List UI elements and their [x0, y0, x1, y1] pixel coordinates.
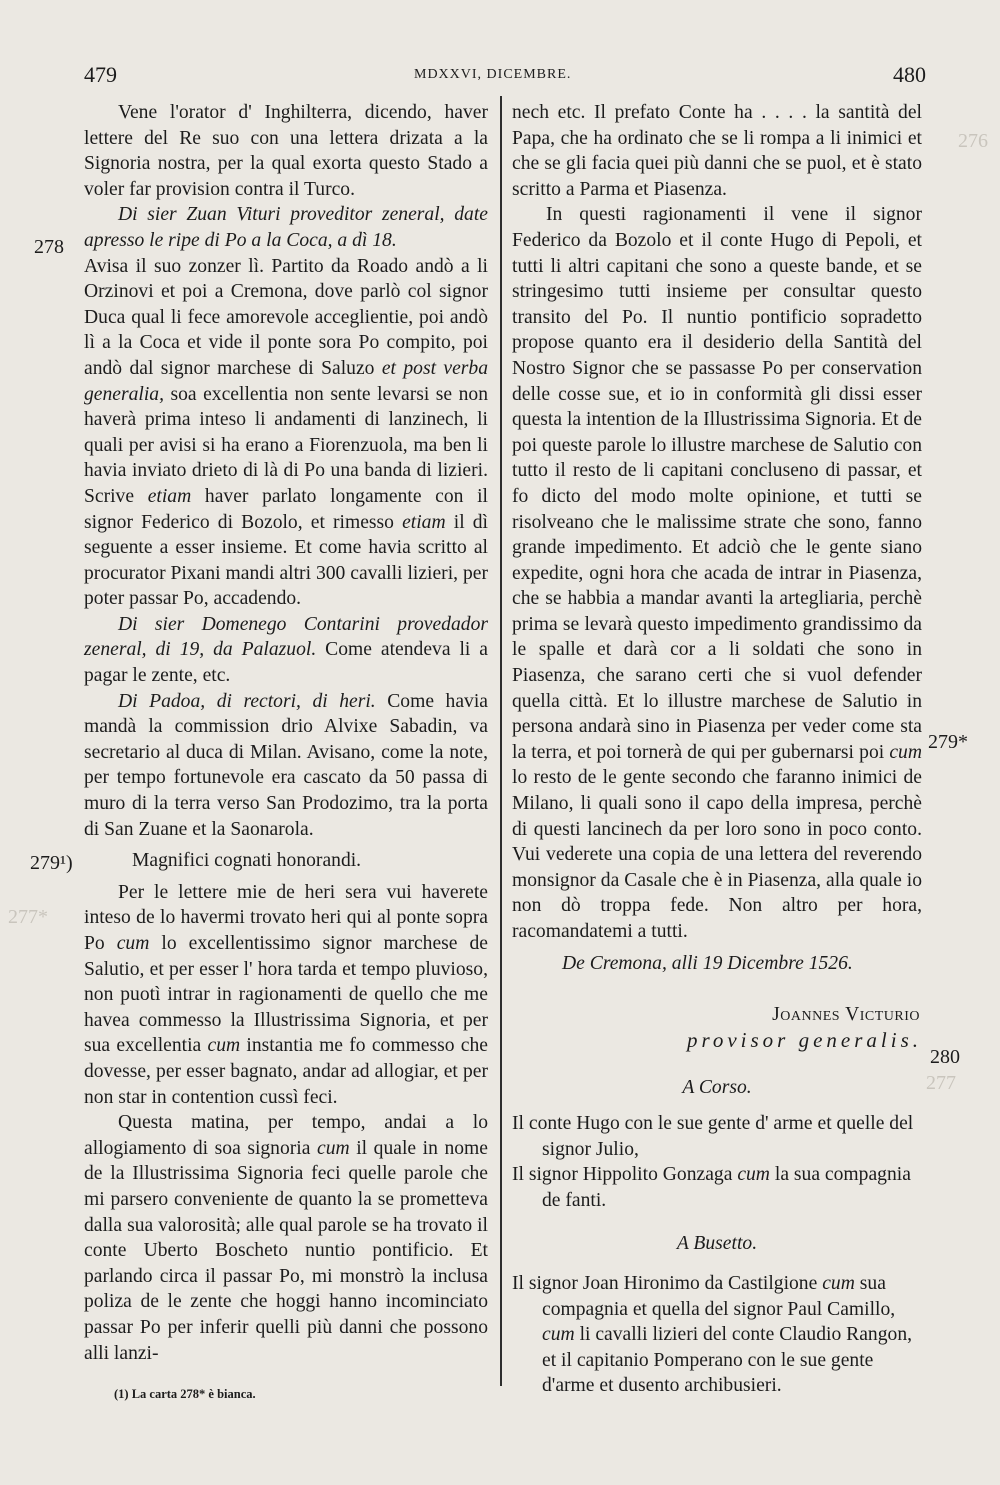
running-title: MDXXVI, DICEMBRE. — [414, 67, 572, 82]
text-run: lo resto de le gente secondo che faranno inimici de Milano, li quali sono il capo della impresa, perchè di questi lancinech da per loro sono in poco conto. Vui vederete una copia de una lettera del reverendo monsignor da Casale che è in Piasenza, alla quale io non dò troppa fede. Non altro per hora, racomandatemi a tutti. — [512, 767, 922, 942]
italic-run: cum — [317, 1137, 350, 1159]
italic-run: Di Padoa, di rectori, di heri. — [118, 690, 376, 712]
page-number-left: 479 — [84, 62, 117, 87]
list-item-hironimo — [512, 1271, 922, 1399]
text-run: haver parlato longamente con il signor Federico di Bozolo, et rimesso — [84, 485, 488, 533]
paragraph-letter-1 — [84, 880, 488, 1110]
list-item-hippolito — [512, 1162, 922, 1213]
italic-run: et post verba generalia, — [84, 357, 488, 405]
italic-run: etiam — [402, 511, 446, 533]
text-run: il quale in nome de la Illustrissima Signoria feci quelle parole che mi parsero conveniente de quanto la se prometteva dalla sua valorosità; alle qual parole se ha trovato il conte Uberto Boscheto nuntio pontificio. Et parlando circa il passar Po, mi monstrò la inclusa poliza de le zente che hoggi hanno incominciato passar Po per inferir quelli più danni che possono alli lanzi- — [84, 1137, 488, 1364]
text-run: instantia me fo commesso che dovesse, per esser bagnato, andar ad allogiar, et per non star in contention cussì feci. — [84, 1035, 488, 1108]
text-run: Come havia mandà la commission drio Alvixe Sabadin, va secretario al duca di Milan. Avisano, come la note, per tempo fortunevole era cascato da 50 passa di muro di la terra verso San Prodozimo, tra la porta di San Zuane et la Saonarola. — [84, 690, 488, 840]
list-item-hugo: Il conte Hugo con le sue gente d' arme et quelle del signor Julio, — [512, 1112, 914, 1160]
paragraph-vituri — [84, 254, 488, 612]
text-run: Joannes Victurio — [772, 1004, 920, 1026]
text-run: In questi ragionamenti il vene il signor Federico da Bozolo et il conte Hugo di Pepoli, et tutti li altri capitani che sono a queste bande, et se stringesimo tutti insieme per consultar questo transito del Po. Il nuntio pontificio sopradetto propose quanto era il desiderio della Santità del Nostro Signor che se passasse Po per conservation delle cosse sue, et io in conformità gli dissi esser questa la intention de la Illustrissima Signoria. Et de poi queste parole lo illustre marchese de Salutio con tutto il resto de li capitani concluseno di passar, et fo dicto del modo molte opinione, et tutti se risolveano che le malissime strate che sono, fanno grande impedimento. Et adciò che le gente siano expedite, ogni hora che acada de intrar in Piasenza, che se habbia a mandar avanti la artegliaria, perchè prima se levarà questo impedimento grandissimo da le spalle et darà cor a li soldati che sono in Piasenza, che sarano certi che si vuol defender quella città. Et lo illustre marchese de Salutio in persona andarà sino in Piasenza per veder come sta la terra, et poi tornerà de qui per gubernarsi poi — [512, 204, 922, 763]
right-column — [512, 100, 922, 1399]
margin-number-280: 280 — [930, 1046, 960, 1068]
margin-number-279-star: 279* — [928, 731, 968, 753]
footnote: (1) La carta 278* è bianca. — [114, 1387, 256, 1402]
paragraph-padoa — [84, 689, 488, 843]
column-divider — [500, 96, 502, 1386]
bleed-through-277-star: 277* — [8, 906, 48, 928]
italic-run: cum — [116, 933, 150, 954]
text-run: Magnifici cognati honorandi. — [132, 850, 362, 872]
paragraph-ragionamenti — [512, 202, 922, 944]
heading-vituri-text: Di sier Zuan Vituri proveditor zeneral, date apresso le ripe di Po a la Coca, a dì 18. — [84, 204, 488, 251]
left-column — [84, 100, 488, 1408]
text-run: lo excellentissimo signor marchese de Salutio, et per esser l' hora tarda et tempo pluvioso, non puotì intrar in ragionamenti de quello che me havea commesso la Illustrissima Signoria, et per sua excellentia — [84, 933, 488, 1057]
text-run: Avisa il suo zonzer lì. Partito da Roado andò a li Orzinovi et poi a Cremona, dove parlò col signor Duca qual li fece amorevole acceglientie, poi andò lì a la Coca et vide il ponte sora Po compito, poi andò dal signor marchese di Saluzo — [84, 255, 488, 379]
margin-number-278: 278 — [34, 236, 64, 258]
margin-number-279-note: 279¹) — [30, 852, 73, 874]
text-run: Il signor Joan Hironimo da Castilgione — [512, 1272, 818, 1294]
italic-run: etiam — [147, 485, 192, 507]
text-run: Come atendeva li a pagar le zente, etc. — [84, 639, 488, 687]
page-header — [84, 62, 926, 88]
text-run: Il signor Hippolito Gonzaga — [512, 1164, 733, 1186]
italic-run: cum — [822, 1272, 855, 1294]
paragraph-continued: nech etc. Il prefato Conte ha . . . . la santità del Papa, che ha ordinato che se li rompa a li inimici et che se gli facia quei più danni che se puol, et è stato scritto a Parma et Piasenza. — [512, 102, 922, 200]
letter-date: De Cremona, alli 19 Dicembre 1526. — [562, 952, 853, 974]
text-run: Per le lettere mie de heri sera vui haverete inteso de lo havermi trovato heri qui al ponte sopra Po — [84, 881, 488, 954]
page-number-right: 480 — [893, 62, 926, 87]
text-run: Questa matina, per tempo, andai a lo allogiamento di soa signoria — [84, 1112, 488, 1159]
italic-run: cum — [737, 1164, 770, 1186]
italic-run: cum — [542, 1324, 575, 1346]
italic-run: cum — [889, 741, 922, 763]
signature-title: provisor generalis. — [686, 1027, 922, 1052]
paragraph-letter-2 — [84, 1110, 488, 1366]
text-run: sua compagnia et quella del signor Paul Camillo, — [542, 1272, 896, 1320]
text-run: la sua compagnia de fanti. — [542, 1164, 911, 1211]
text-run: il dì seguente a esser insieme. Et come havia scritto al procurator Pixani mandi altri 300 cavalli lizieri, per poter passar Po, accadendo. — [84, 511, 488, 610]
paragraph-contarini — [84, 612, 488, 689]
paragraph-orator: Vene l'orator d' Inghilterra, dicendo, haver lettere del Re suo con una lettera drizata a la Signoria nostra, per la qual exorta questo Stado a voler far provision contra il Turco. — [84, 102, 488, 200]
letter-salutation — [84, 848, 488, 874]
heading-a-busetto: A Busetto. — [676, 1233, 758, 1255]
heading-a-corso: A Corso. — [682, 1077, 752, 1099]
bleed-through-276: 276 — [958, 130, 988, 152]
italic-run: cum — [207, 1035, 241, 1057]
heading-vituri — [84, 202, 488, 253]
bleed-through-277: 277 — [926, 1072, 956, 1094]
text-run: soa excellentia non sente levarsi se non haverà prima inteso li andamenti di lanzinech, li quali per avisi si ha erano a Fiorenzuola, ma ben li havia inviato drieto di là di Po una banda di lizieri. Scrive — [84, 383, 489, 507]
italic-run: Di sier Domenego Contarini provedador zeneral, di 19, da Palazuol. — [84, 613, 488, 661]
text-run: li cavalli lizieri del conte Claudio Rangon, et il capitanio Pomperano con le sue gente d'arme et dusento archibusieri. — [542, 1324, 913, 1397]
signature-name — [512, 1002, 922, 1028]
